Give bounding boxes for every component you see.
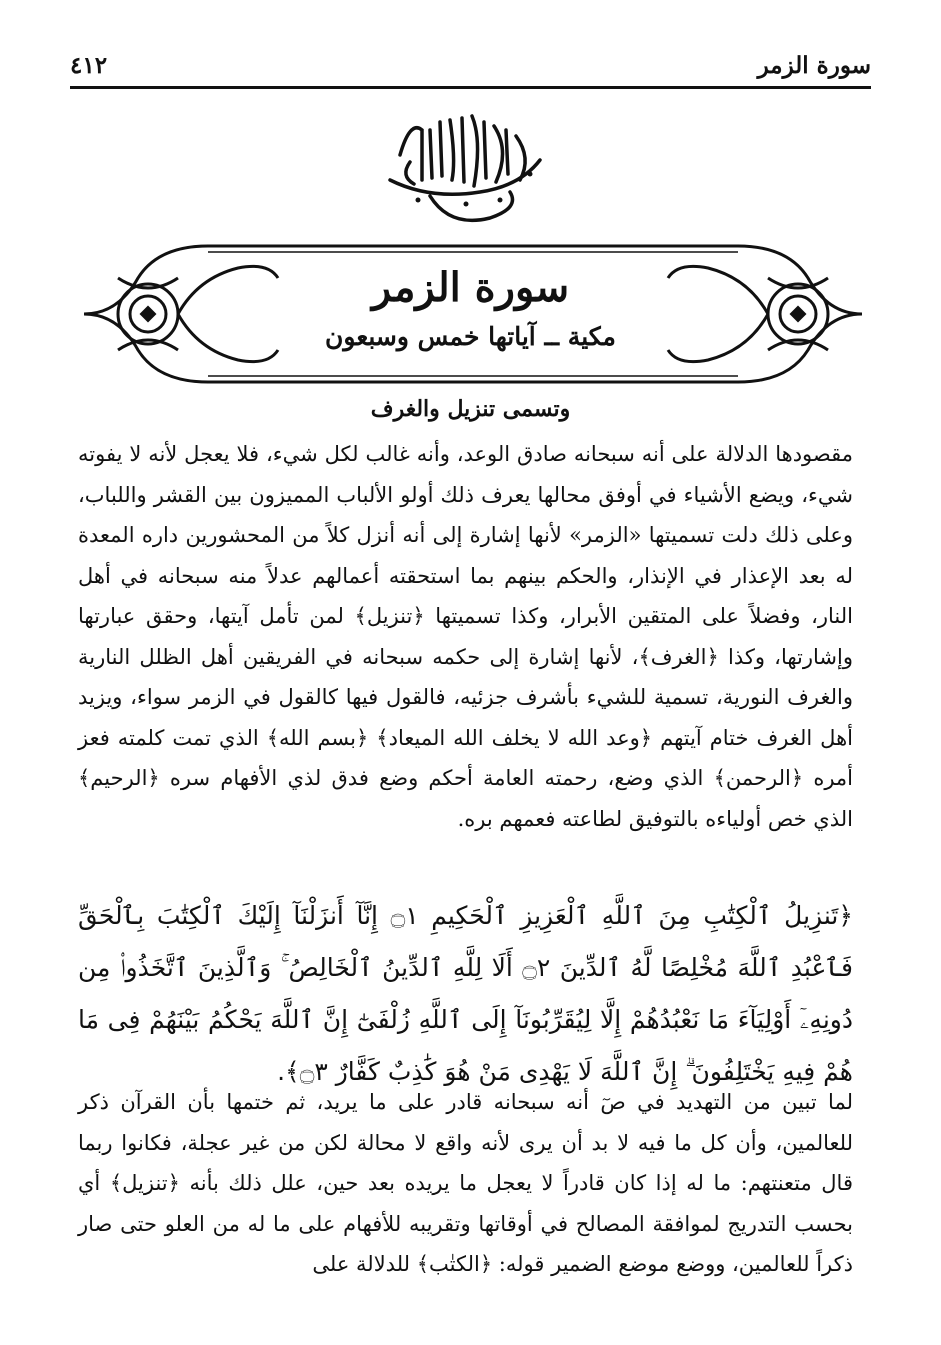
surah-title-block bbox=[220, 262, 721, 356]
surah-title: سورة الزمر bbox=[371, 264, 570, 311]
intro-paragraph: مقصودها الدلالة على أنه سبحانه صادق الوعد، وأنه غالب لكل شيء، فلا يعجل لأنه لا يفوته شيء، ويضع الأشياء في أوفق محالها يعرف ذلك أولو الألباب المميزون بين القشر واللباب، وعلى ذلك دلت تسميتها «الزمر» لأنها إشارة إلى أنه أنزل كلاً من المحشورين داره المعدة له بعد الإعذار في الإنذار، والحكم بينهم بما استحقته أعمالهم عدلاً منه سبحانه في أهل النار، وفضلاً على المتقين الأبرار، وكذا تسميتها ﴿تنزيل﴾ لمن تأمل آيتها، وحقق عبارتها وإشارتها، وكذا ﴿الغرف﴾، لأنها إشارة إلى حكمه سبحانه في الفريقين أهل الظلل النارية والغرف النورية، تسمية للشيء بأشرف جزئيه، فالقول فيها كالقول في الزمر سواء، ويزيد أهل الغرف ختام آيتهم ﴿وعد الله لا يخلف الله الميعاد﴾ ﴿بسم الله﴾ الذي تمت كلمته فعز أمره ﴿الرحمن﴾ الذي وضع، رحمته العامة أحكم وضع فدق لذي الأفهام سره ﴿الرحيم﴾ الذي خص أولياءه بالتوفيق لطاعته فعمهم بره. bbox=[78, 442, 853, 831]
surah-alternate-names: وتسمى تنزيل والغرف bbox=[370, 396, 571, 422]
surah-subtitle: مكية ــ آياتها خمس وسبعون bbox=[325, 322, 616, 351]
quran-verses: ﴿تَنزِيلُ ٱلْكِتَٰبِ مِنَ ٱللَّهِ ٱلْعَزِيزِ ٱلْحَكِيمِ ۝١ إِنَّآ أَنزَلْنَآ إِلَيْكَ ٱلْكِتَٰبَ بِٱلْحَقِّ فَٱعْبُدِ ٱللَّهَ مُخْلِصًا لَّهُ ٱلدِّينَ ۝٢ أَلَا لِلَّهِ ٱلدِّينُ ٱلْخَالِصُ ۚ وَٱلَّذِينَ ٱتَّخَذُوا۟ مِن دُونِهِۦٓ أَوْلِيَآءَ مَا نَعْبُدُهُمْ إِلَّا لِيُقَرِّبُونَآ إِلَى ٱللَّهِ زُلْفَىٰٓ إِنَّ ٱللَّهَ يَحْكُمُ بَيْنَهُمْ فِى مَا هُمْ فِيهِ يَخْتَلِفُونَ ۗ إِنَّ ٱللَّهَ لَا يَهْدِى مَنْ هُوَ كَٰذِبٌ كَفَّارٌ ۝٣﴾. bbox=[78, 901, 853, 1086]
commentary-paragraph: لما تبين من التهديد في صٓ أنه سبحانه قادر على ما يريد، ثم ختمها بأن القرآن ذكر للعالمين، وأن كل ما فيه لا بد أن يرى لأنه واقع لا محالة لكن من غير عجلة، فكانوا ربما قال متعنتهم: ما له إذا كان قادراً لا يعجل ما يريده بعد حين، علل ذلك بأنه ﴿تنزيل﴾ أي بحسب التدريج لموافقة المصالح في أوقاتها وتقريبه للأفهام على ما له من العلو حتى صار ذكراً للعالمين، ووضع موضع الضمير قوله: ﴿الكتٰب﴾ للدلالة على bbox=[78, 1090, 853, 1276]
running-header bbox=[70, 48, 871, 89]
page-number: ٤١٢ bbox=[70, 52, 108, 79]
header-surah-name: سورة الزمر bbox=[757, 52, 871, 79]
basmala-calligraphy bbox=[370, 100, 570, 230]
